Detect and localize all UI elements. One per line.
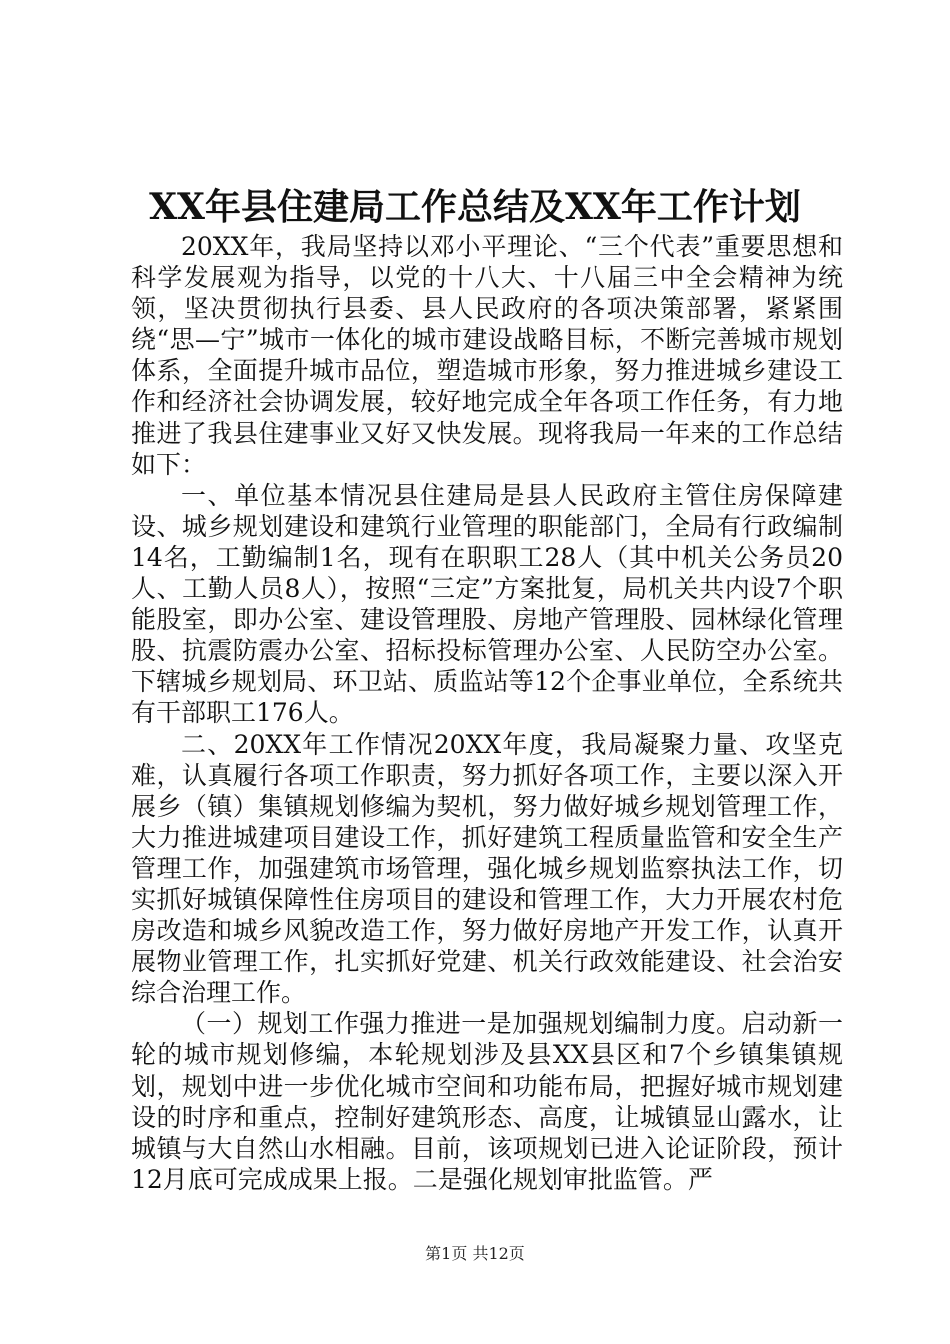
paragraph-intro: 20XX年，我局坚持以邓小平理论、“三个代表”重要思想和科学发展观为指导，以党的十八大、十八届三中全会精神为统领，坚决贯彻执行县委、县人民政府的各项决策部署，紧紧围绕“思—宁”城市一体化的城市建设战略目标，不断完善城市规划体系，全面提升城市品位，塑造城市形象，努力推进城乡建设工作和经济社会协调发展，较好地完成全年各项工作任务，有力地推进了我县住建事业又好又快发展。现将我局一年来的工作总结如下： xyxy=(131,232,843,479)
paragraph-section-1: 一、单位基本情况县住建局是县人民政府主管住房保障建设、城乡规划建设和建筑行业管理的职能部门，全局有行政编制14名，工勤编制1名，现有在职职工28人（其中机关公务员20人、工勤人员8人），按照“三定”方案批复，局机关共内设7个职能股室，即办公室、建设管理股、房地产管理股、园林绿化管理股、抗震防震办公室、招标投标管理办公室、人民防空办公室。下辖城乡规划局、环卫站、质监站等12个企事业单位，全系统共有干部职工176人。 xyxy=(131,480,843,728)
document-body xyxy=(131,231,843,1195)
paragraph-subsection-1: （一）规划工作强力推进一是加强规划编制力度。启动新一轮的城市规划修编，本轮规划涉及县XX县区和7个乡镇集镇规划，规划中进一步优化城市空间和功能布局，把握好城市规划建设的时序和重点，控制好建筑形态、高度，让城镇显山露水，让城镇与大自然山水相融。目前，该项规划已进入论证阶段，预计12月底可完成成果上报。二是强化规划审批监管。严 xyxy=(131,1009,843,1194)
page-footer: 第1页 共12页 xyxy=(425,1244,525,1263)
paragraph-section-2: 二、20XX年工作情况20XX年度，我局凝聚力量、攻坚克难，认真履行各项工作职责，努力抓好各项工作，主要以深入开展乡（镇）集镇规划修编为契机，努力做好城乡规划管理工作，大力推进城建项目建设工作，抓好建筑工程质量监管和安全生产管理工作，加强建筑市场管理，强化城乡规划监察执法工作，切实抓好城镇保障性住房项目的建设和管理工作，大力开展农村危房改造和城乡风貌改造工作，努力做好房地产开发工作，认真开展物业管理工作，扎实抓好党建、机关行政效能建设、社会治安综合治理工作。 xyxy=(131,729,843,1008)
document-title: XX年县住建局工作总结及XX年工作计划 xyxy=(149,186,801,228)
